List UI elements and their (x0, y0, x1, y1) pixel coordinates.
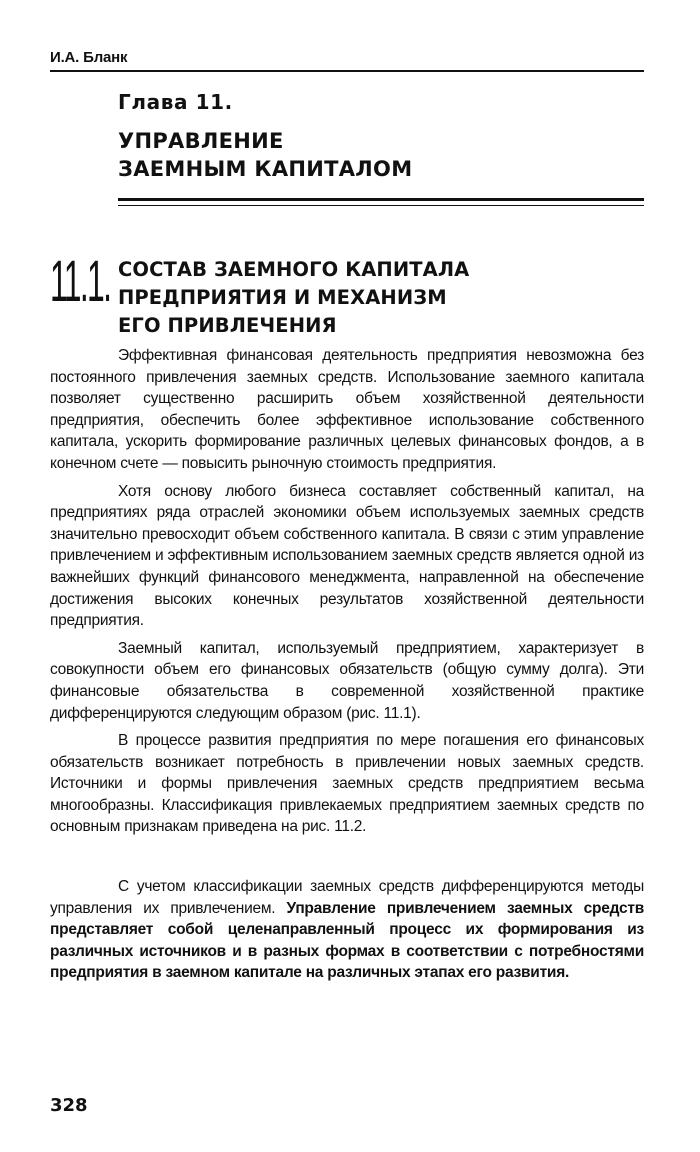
paragraph: Эффективная финансовая деятельность предприятия невозможна без постоянного привлечения заемных средств. Использование заемного капитала позволяет существенно расширить объем хозяйственной деятельности предприятия, обеспечить более эффективное использование собственного капитала, ускорить формирование различных целевых финансовых фондов, а в конечном счете — повысить рыночную стоимость предприятия. (50, 347, 644, 472)
paragraph: В процессе развития предприятия по мере погашения его финансовых обязательств возникает потребность в привлечении новых заемных средств. Источники и формы привлечения заемных средств предприятием весьма многообразны. Классификация привлекаемых предприятием заемных средств по основным признакам приведена на рис. 11.2. (50, 732, 644, 836)
header-rule (50, 70, 644, 72)
section-title-line: ЕГО ПРИВЛЕЧЕНИЯ (118, 314, 337, 337)
body-text (50, 345, 644, 990)
chapter-title-line: УПРАВЛЕНИЕ (118, 129, 284, 153)
running-head-author: И.А. Бланк (50, 49, 128, 66)
section-title-line: ПРЕДПРИЯТИЯ И МЕХАНИЗМ (118, 286, 447, 309)
section-title (118, 256, 638, 340)
chapter-title-line: ЗАЕМНЫМ КАПИТАЛОМ (118, 157, 413, 181)
paragraph: Хотя основу любого бизнеса составляет собственный капитал, на предприятиях ряда отраслей экономики объем используемых заемных средств значительно превосходит объем собственного капитала. В связи с этим управление привлечением и эффективным использованием заемных средств является одной из важнейших функций финансового менеджмента, направленной на обеспечение достижения высоких конечных результатов хозяйственной деятельности предприятия. (50, 482, 644, 630)
page-number: 328 (50, 1095, 88, 1116)
chapter-title (118, 127, 638, 183)
paragraph: Заемный капитал, используемый предприятием, характеризует в совокупности объем его финансовых обязательств (общую сумму долга). Эти финансовые обязательства в современной хозяйственной практике дифференцируются следующим образом (рис. 11.1). (50, 639, 644, 722)
section-number: 11.1. (50, 249, 111, 314)
chapter-divider-rule (118, 198, 644, 206)
paragraph-definition (50, 876, 644, 984)
definition-bold-text: Управление привлечением заемных средств представляет собой целенаправленный процесс их формирования из различных источников и в разных формах в соответствии с потребностями предприятия в заемном капитале на различных этапах его развития. (50, 899, 644, 982)
chapter-label: Глава 11. (118, 90, 233, 114)
section-title-line: СОСТАВ ЗАЕМНОГО КАПИТАЛА (118, 258, 470, 281)
paragraph-text: С учетом классификации заемных средств дифференцируются методы управления их привлечением. (50, 878, 644, 917)
